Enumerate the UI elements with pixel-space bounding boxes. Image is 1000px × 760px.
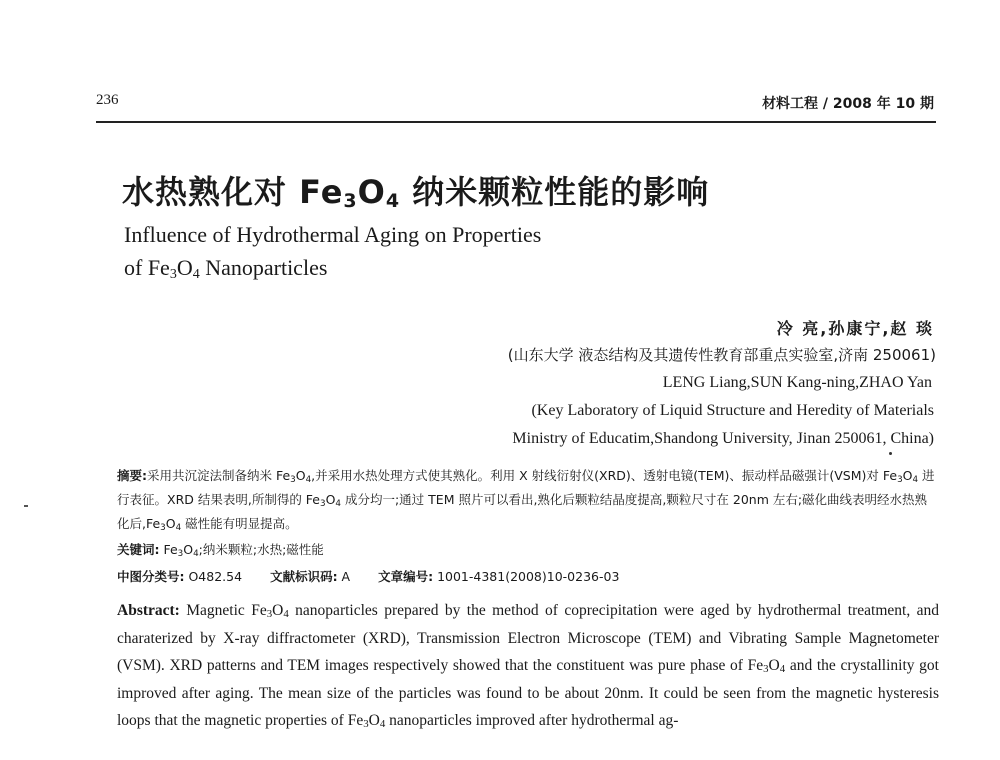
text-part: Magnetic Fe: [179, 602, 267, 619]
text-part: ;纳米颗粒;水热;磁性能: [198, 542, 324, 557]
subscript: 4: [193, 549, 199, 559]
text-part: 磁性能有明显提高。: [181, 516, 298, 531]
text-part: ,并采用水热处理方式使其熟化。利用 X 射线衍射仪(XRD)、透射电镜(TEM)、振动样品磁强计(VSM)对 Fe: [311, 468, 898, 483]
subscript: 3: [320, 499, 326, 509]
page-number: 236: [96, 92, 119, 108]
subscript: 4: [385, 190, 401, 212]
article-no-label: 文章编号:: [378, 569, 434, 584]
affiliation-english-line1: (Key Laboratory of Liquid Structure and Heredity of Materials: [531, 402, 934, 419]
title-en-line2: [124, 251, 541, 284]
subscript: 3: [266, 608, 273, 620]
authors-english: LENG Liang,SUN Kang-ning,ZHAO Yan: [662, 374, 932, 391]
text-part: O: [325, 492, 336, 507]
text-part: O: [902, 468, 913, 483]
subscript: 3: [343, 190, 358, 212]
title-en-part: Nanoparticles: [199, 255, 328, 280]
scan-dot: [889, 452, 892, 455]
classification-line: [117, 567, 619, 585]
subscript: 3: [363, 718, 369, 730]
title-cn-part: O: [357, 173, 386, 211]
text-part: nanoparticles prepared by the method of coprecipitation were aged by hydrothermal treatment, and charaterized by X-ray diffractometer (XRD), Transmission Electron Microscope (TEM) and Vibrating Sample Magnetometer (VSM). XRD patterns and TEM images respectively showed that the constituent was pure phase of Fe: [117, 602, 939, 674]
subscript: 3: [290, 475, 296, 485]
title-en-part: of Fe: [124, 255, 170, 280]
authors-chinese: 冷 亮,孙康宁,赵 琰: [776, 319, 934, 338]
subscript: 3: [763, 663, 769, 675]
text-part: 进行表征。XRD 结果表明,所制得的 Fe: [117, 468, 935, 507]
subscript: 4: [779, 663, 786, 675]
subscript: 3: [897, 475, 903, 485]
text-part: O: [368, 712, 380, 729]
title-en-part: O: [176, 255, 193, 280]
affiliation-english-line2: Ministry of Educatim,Shandong University, Jinan 250061, China): [512, 430, 934, 447]
abstract-english: [117, 597, 939, 735]
article-no-value: 1001-4381(2008)10-0236-03: [433, 569, 620, 584]
text-part: O: [272, 602, 284, 619]
subscript: 4: [175, 523, 182, 533]
title-cn-part: 纳米颗粒性能的影响: [400, 173, 710, 211]
doc-code-value: A: [337, 569, 351, 584]
text-part: 成分均一;通过 TEM 照片可以看出,熟化后颗粒结晶度提高,颗粒尺寸在 20nm 左右;磁化曲线表明经水热熟化后,Fe: [117, 492, 928, 531]
subscript: 4: [379, 718, 386, 730]
abstract-chinese: [117, 464, 939, 536]
text-part: O: [165, 516, 176, 531]
subscript: 3: [177, 549, 184, 559]
text-part: nanoparticles improved after hydrothermal ag-: [385, 712, 679, 729]
subscript: 4: [912, 475, 919, 485]
subscript: 4: [305, 475, 312, 485]
header-rule: [96, 121, 936, 123]
title-english: [124, 218, 541, 284]
subscript: 3: [169, 267, 177, 282]
subscript: 4: [283, 608, 289, 620]
journal-info: 材料工程 / 2008 年 10 期: [762, 96, 934, 112]
doc-code-label: 文献标识码:: [270, 569, 338, 584]
abstract-cn-label: 摘要:: [117, 468, 147, 483]
text-part: Fe: [159, 542, 178, 557]
text-part: O: [768, 657, 780, 674]
keywords: [117, 540, 324, 558]
subscript: 3: [160, 523, 166, 533]
title-en-line1: Influence of Hydrothermal Aging on Properties: [124, 222, 542, 247]
text-part: O: [183, 542, 194, 557]
text-part: 采用共沉淀法制备纳米 Fe: [147, 468, 291, 483]
abstract-en-label: Abstract:: [117, 602, 180, 619]
text-part: O: [295, 468, 306, 483]
title-cn-part: 水热熟化对 Fe: [122, 173, 344, 211]
clc-value: O482.54: [184, 569, 243, 584]
subscript: 4: [192, 267, 200, 282]
affiliation-chinese: (山东大学 液态结构及其遗传性教育部重点实验室,济南 250061): [507, 346, 936, 364]
title-chinese: [122, 167, 709, 213]
keywords-label: 关键词:: [117, 542, 160, 557]
subscript: 4: [335, 499, 341, 509]
text-part: and the crystallinity got improved after aging. The mean size of the particles was found to be about 20nm. It could be seen from the magnetic hysteresis loops that the magnetic properties of Fe: [117, 657, 939, 729]
scan-mark: [24, 505, 28, 507]
clc-label: 中图分类号:: [117, 569, 185, 584]
